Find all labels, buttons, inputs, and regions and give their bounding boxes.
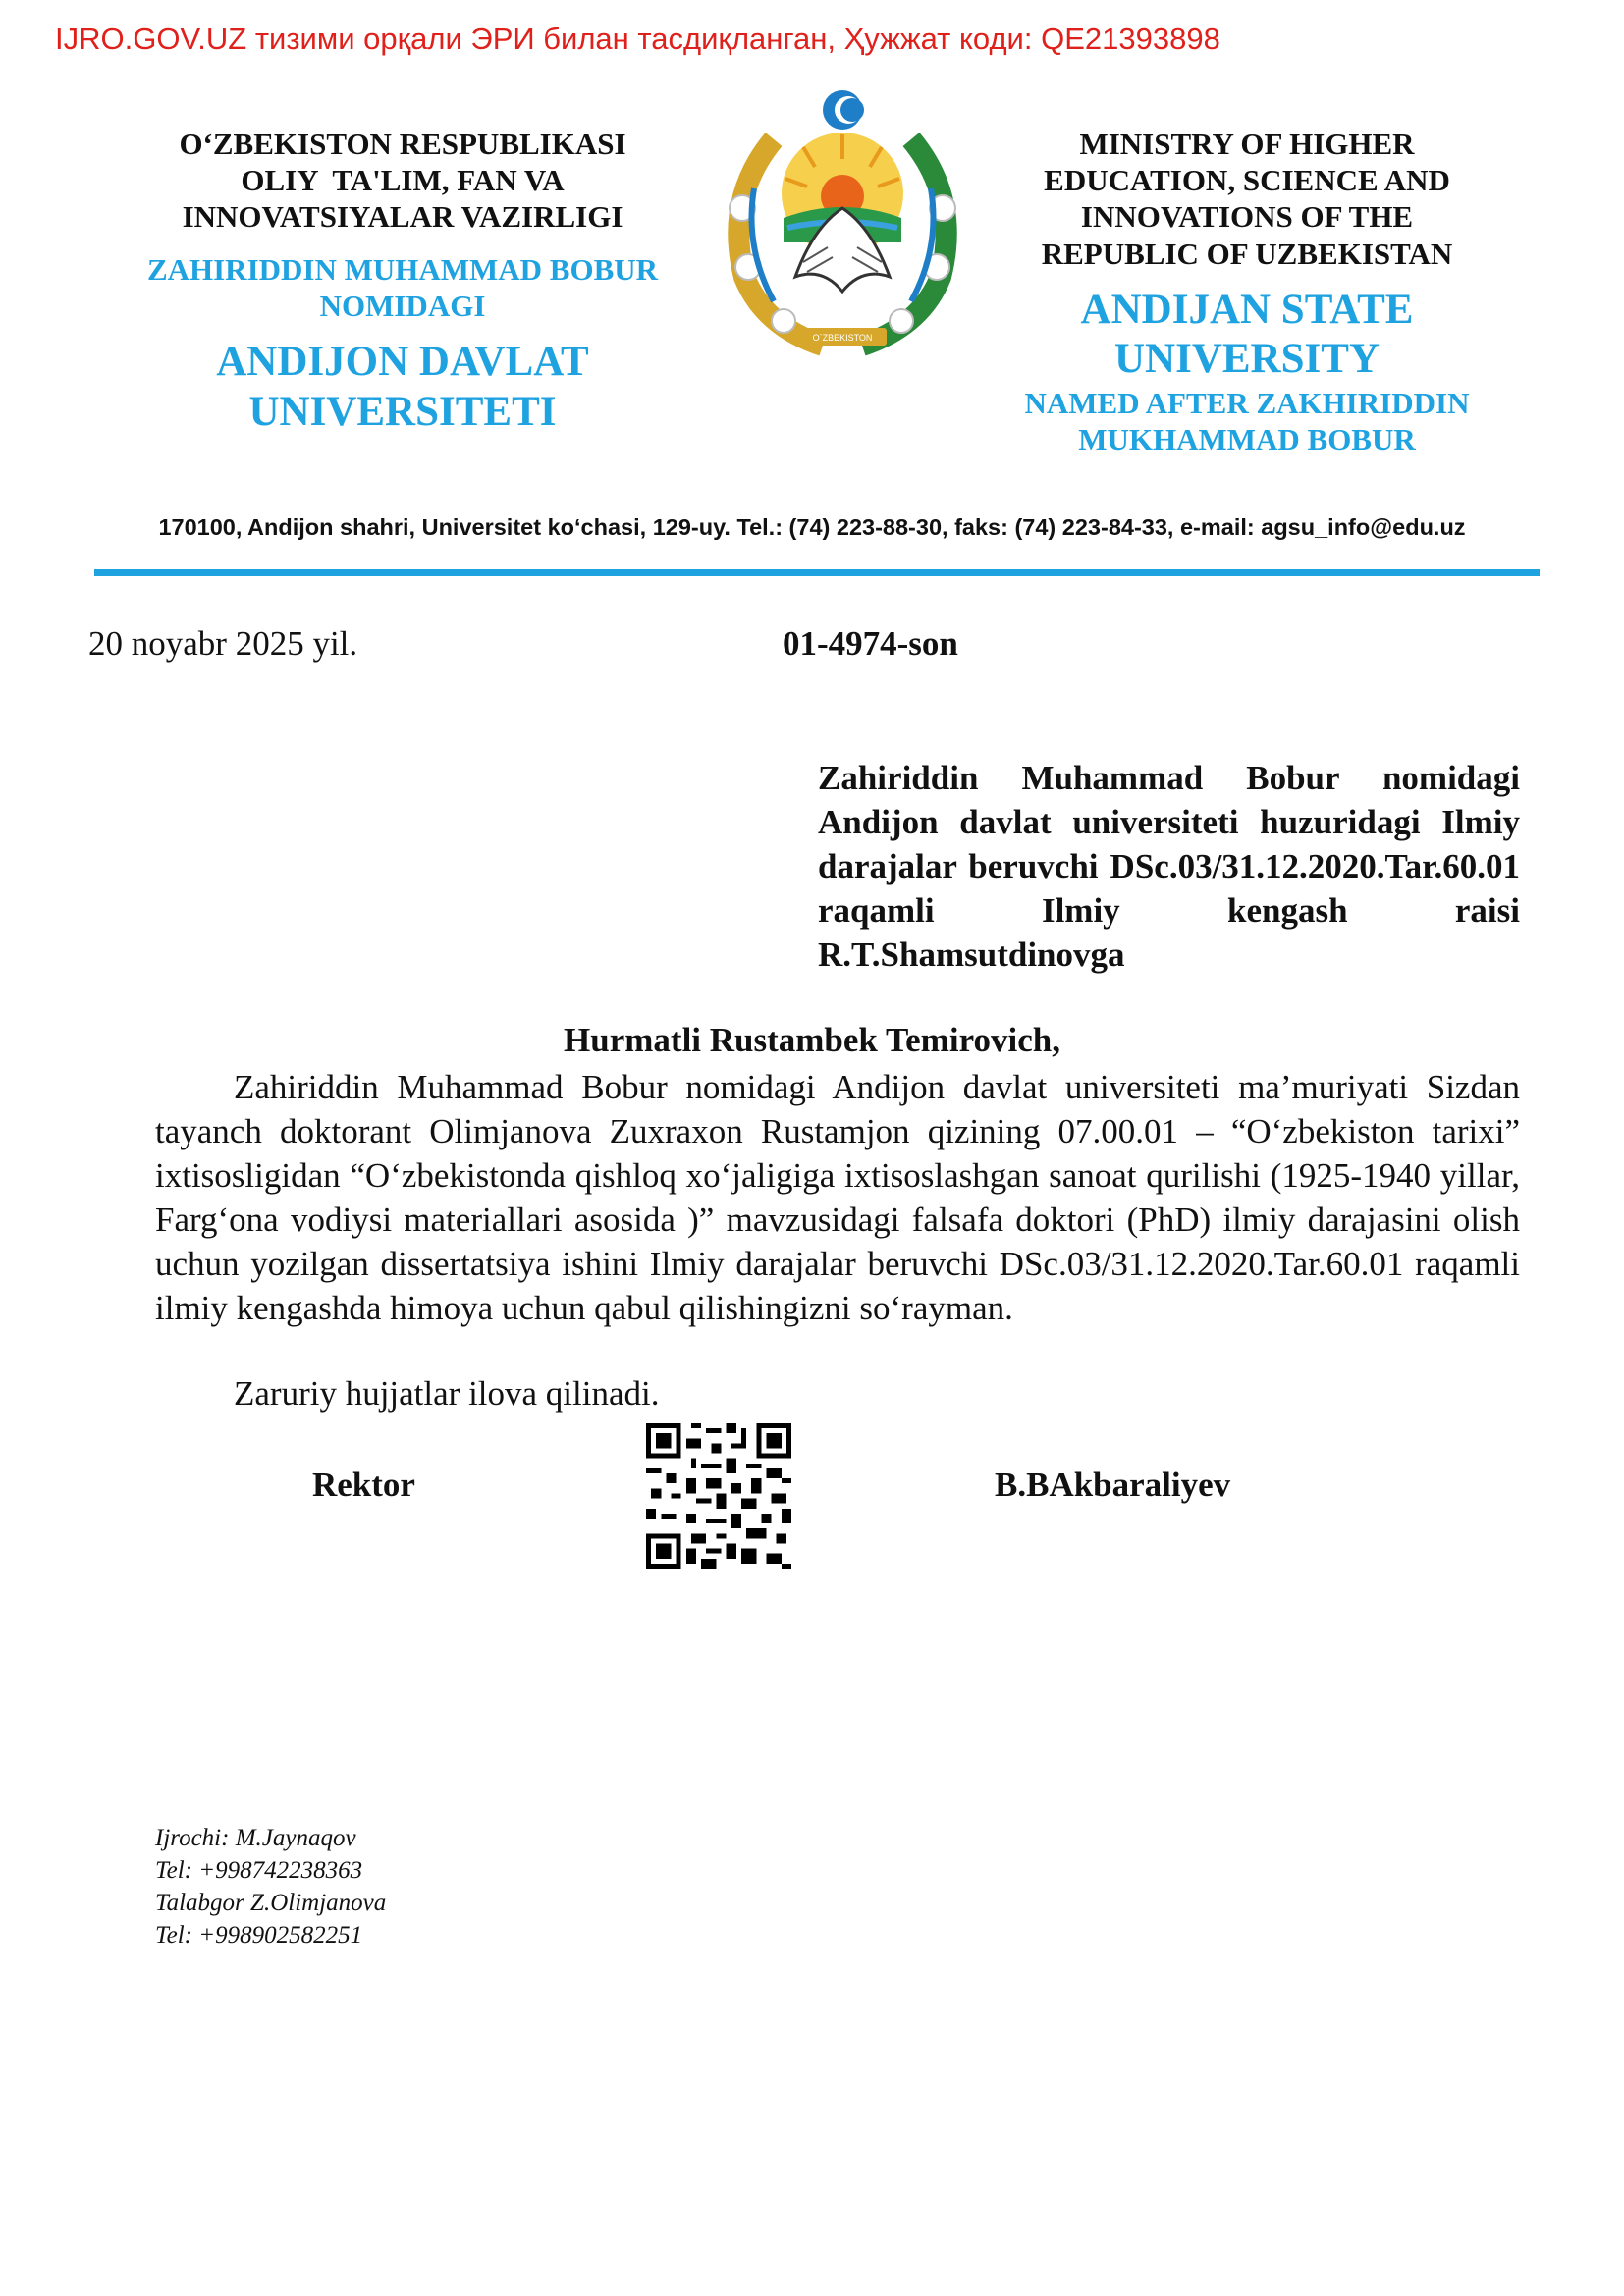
letter-body: Zahiriddin Muhammad Bobur nomidagi Andijon davlat universiteti ma’muriyati Sizdan tayanch doktorant Olimjanova Zuxraxon Rustamjon qizining 07.00.01 – “O‘zbekiston tarixi” ixtisosligidan “O‘zbekistonda qishloq xo‘jaligiga ixtisoslashgan sanoat qurilishi (1925-1940 yillar, Farg‘ona vodiysi materiallari asosida )” mavzusidagi falsafa doktori (PhD) ilmiy darajasini olish uchun yozilgan dissertatsiya ishini Ilmiy darajalar beruvchi DSc.03/31.12.2020.Tar.60.01 raqamli ilmiy kengashda himoya uchun qabul qilishingizni so‘rayman. [155,1068,1520,1327]
header-left [108,126,697,437]
university-name-line-2-en: UNIVERSITY [1113,336,1380,383]
header-right [982,126,1512,458]
university-address: 170100, Andijon shahri, Universitet ko‘chasi, 129-uy. Tel.: (74) 223-88-30, faks: (74) 223-84-33, e-mail: agsu_info@edu.uz [158,514,1466,540]
applicant-phone: Tel: +998902582251 [155,1922,363,1949]
emblem-ribbon-text: O`ZBEKISTON [812,333,873,343]
document-number: 01-4974-son [783,624,958,663]
qr-code-icon [646,1423,791,1569]
letter-date: 20 noyabr 2025 yil. [88,624,358,663]
contact-footer [155,1822,386,1951]
ministry-line-3-en: INNOVATIONS OF THE [1080,199,1414,235]
addressee-block: Zahiriddin Muhammad Bobur nomidagi Andijon davlat universiteti huzuridagi Ilmiy darajalar beruvchi DSc.03/31.12.2020.Tar.60.01 raqamli Ilmiy kengash raisi R.T.Shamsutdinovga [818,759,1520,974]
university-name-line-1-uz: ANDIJON DAVLAT [216,338,589,385]
greeting: Hurmatli Rustambek Temirovich, [564,1021,1060,1059]
executor-name: Ijrochi: M.Jaynaqov [155,1825,356,1851]
named-after-line-1-en: NAMED AFTER ZAKHIRIDDIN [1024,386,1470,421]
university-name-line-2-uz: UNIVERSITETI [248,388,557,435]
named-after-line-1-uz: ZAHIRIDDIN MUHAMMAD BOBUR [146,251,659,287]
ministry-line-4-en: REPUBLIC OF UZBEKISTAN [1041,236,1453,271]
header-divider [94,569,1540,576]
signer-name: B.BAkbaraliyev [995,1466,1231,1504]
university-name-line-1-en: ANDIJAN STATE [1080,286,1414,333]
attachment-note: Zaruriy hujjatlar ilova qilinadi. [234,1374,660,1413]
ministry-line-1-en: MINISTRY OF HIGHER [1079,127,1415,161]
ministry-line-3-uz: INNOVATSIYALAR VAZIRLIGI [182,199,623,235]
named-after-line-2-en: MUKHAMMAD BOBUR [1078,422,1416,457]
verification-stamp: IJRO.GOV.UZ тизими орқали ЭРИ билан тасдиқланган, Ҳужжат коди: QE21393898 [55,22,1220,56]
state-emblem-icon [705,80,980,365]
executor-phone: Tel: +998742238363 [155,1857,363,1884]
ministry-line-2-uz: OLIY TA'LIM, FAN VA [241,163,565,198]
ministry-line-1-uz: O‘ZBEKISTON RESPUBLIKASI [179,127,626,161]
ministry-line-2-en: EDUCATION, SCIENCE AND [1044,163,1450,198]
named-after-line-2-uz: NOMIDAGI [319,288,486,323]
signer-title: Rektor [312,1466,415,1504]
applicant-name: Talabgor Z.Olimjanova [155,1890,387,1916]
